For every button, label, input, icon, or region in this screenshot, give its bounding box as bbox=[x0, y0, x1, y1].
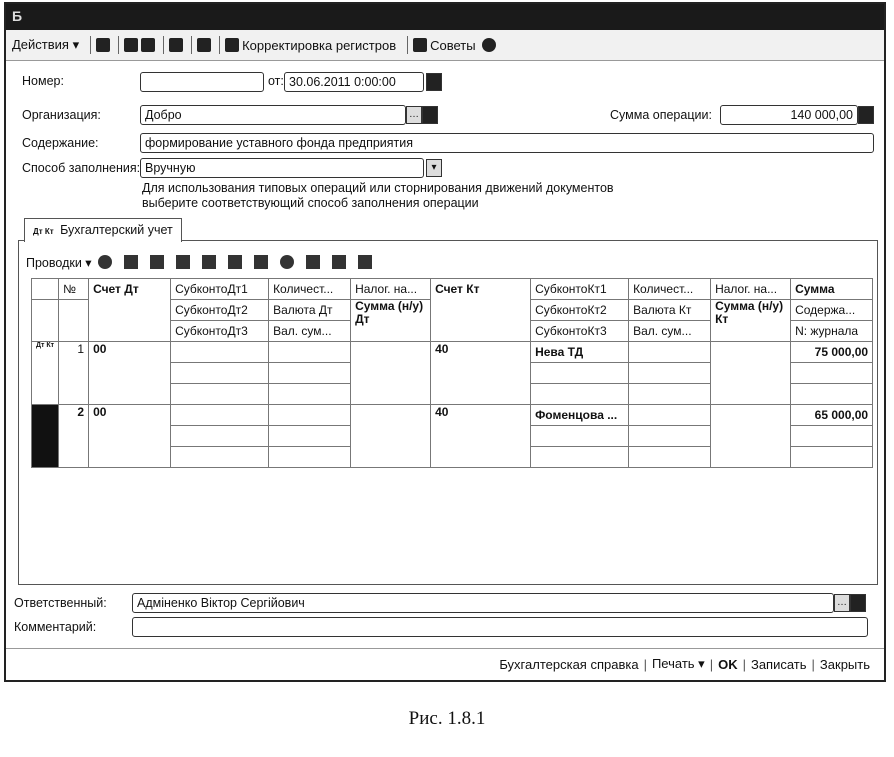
content-label: Содержание: bbox=[22, 136, 99, 150]
cell-cur-dt[interactable] bbox=[269, 426, 351, 447]
cell-qty-dt[interactable] bbox=[269, 405, 351, 426]
search-icon[interactable] bbox=[850, 594, 866, 612]
cell-journal[interactable] bbox=[791, 447, 873, 468]
cell-tax-dt[interactable] bbox=[351, 405, 431, 468]
footer-separator: | bbox=[742, 656, 746, 672]
reference-button[interactable]: Бухгалтерская справка bbox=[499, 656, 639, 672]
amount-label: Сумма операции: bbox=[610, 108, 712, 122]
cell-qty-kt[interactable] bbox=[629, 405, 711, 426]
cell-sub-kt3[interactable] bbox=[531, 447, 629, 468]
organization-field[interactable]: Добро bbox=[140, 105, 406, 125]
tips-button[interactable] bbox=[413, 38, 475, 53]
refresh-icon[interactable] bbox=[280, 255, 294, 269]
dt-kt-icon: Дт Кт bbox=[33, 227, 54, 236]
row-icon-header bbox=[32, 279, 59, 300]
cell-valsum-dt[interactable] bbox=[269, 384, 351, 405]
date-label: от: bbox=[268, 74, 284, 88]
cell-sub-dt1[interactable] bbox=[171, 405, 269, 426]
header-tax-kt[interactable]: Налог. на... bbox=[711, 279, 791, 300]
footer-separator: | bbox=[643, 656, 647, 672]
list-icon[interactable] bbox=[197, 38, 211, 52]
row-number: 1 bbox=[59, 342, 89, 405]
content-field[interactable]: формирование уставного фонда предприятия bbox=[140, 133, 874, 153]
cell-sub-kt2[interactable] bbox=[531, 426, 629, 447]
save-button[interactable]: Записать bbox=[750, 656, 807, 672]
header-num-blank bbox=[59, 300, 89, 342]
ok-button[interactable]: OK bbox=[718, 656, 738, 672]
copy-document-icon[interactable] bbox=[141, 38, 155, 52]
hint-line-2: выберите соответствующий способ заполнения операции bbox=[142, 196, 479, 210]
table-icon[interactable] bbox=[202, 255, 216, 269]
edit-icon[interactable] bbox=[150, 255, 164, 269]
print-icon[interactable] bbox=[169, 38, 183, 52]
tab-accounting[interactable] bbox=[24, 218, 182, 242]
cell-valsum-dt[interactable] bbox=[269, 447, 351, 468]
responsible-label: Ответственный: bbox=[14, 596, 107, 610]
postings-table bbox=[31, 278, 873, 468]
cell-sum[interactable]: 75 000,00 bbox=[791, 342, 873, 363]
header-row bbox=[32, 279, 873, 300]
header-contents[interactable]: Содержа... bbox=[791, 300, 873, 321]
header-sum-nu-kt[interactable]: Сумма (н/у) Кт bbox=[711, 300, 791, 342]
footer-separator: | bbox=[811, 656, 815, 672]
organization-label: Организация: bbox=[22, 108, 101, 122]
report-icon[interactable] bbox=[332, 255, 346, 269]
header-sub-kt3[interactable]: СубконтоКт3 bbox=[531, 321, 629, 342]
row-selection-marker bbox=[32, 405, 59, 468]
post-document-icon[interactable] bbox=[96, 38, 110, 52]
cell-cur-kt[interactable] bbox=[629, 363, 711, 384]
header-sub-kt2[interactable]: СубконтоКт2 bbox=[531, 300, 629, 321]
cell-sub-kt1[interactable]: Нева ТД bbox=[531, 342, 629, 363]
registers-icon bbox=[225, 38, 239, 52]
toolbar-separator bbox=[163, 36, 164, 54]
search-icon[interactable] bbox=[422, 106, 438, 124]
footer-separator: | bbox=[709, 656, 714, 672]
row-number: 2 bbox=[59, 405, 89, 468]
postings-toolbar bbox=[26, 252, 378, 272]
fill-method-label: Способ заполнения: bbox=[22, 161, 141, 175]
cell-sum[interactable]: 65 000,00 bbox=[791, 405, 873, 426]
save-icon[interactable] bbox=[124, 38, 138, 52]
header-sub-dt3[interactable]: СубконтоДт3 bbox=[171, 321, 269, 342]
settings-icon[interactable] bbox=[358, 255, 372, 269]
cell-acc-kt[interactable]: 40 bbox=[431, 342, 531, 405]
header-tax-dt[interactable]: Налог. на... bbox=[351, 279, 431, 300]
number-field[interactable] bbox=[140, 72, 264, 92]
cell-sub-dt3[interactable] bbox=[171, 384, 269, 405]
document-window bbox=[4, 2, 886, 682]
cell-sub-kt1[interactable]: Фоменцова ... bbox=[531, 405, 629, 426]
add-icon[interactable] bbox=[98, 255, 112, 269]
cell-journal[interactable] bbox=[791, 384, 873, 405]
cell-acc-kt[interactable]: 40 bbox=[431, 405, 531, 468]
select-button[interactable]: … bbox=[406, 106, 422, 124]
cell-sub-dt1[interactable] bbox=[171, 342, 269, 363]
cell-valsum-kt[interactable] bbox=[629, 384, 711, 405]
registers-correction-label: Корректировка регистров bbox=[242, 37, 397, 53]
header-cur-kt[interactable]: Валюта Кт bbox=[629, 300, 711, 321]
cell-sub-kt2[interactable] bbox=[531, 363, 629, 384]
cell-contents[interactable] bbox=[791, 363, 873, 384]
move-down-icon[interactable] bbox=[254, 255, 268, 269]
header-num[interactable]: № bbox=[59, 279, 89, 300]
cell-tax-kt[interactable] bbox=[711, 342, 791, 405]
cell-cur-kt[interactable] bbox=[629, 426, 711, 447]
close-button[interactable]: Закрыть bbox=[819, 656, 870, 672]
cell-valsum-kt[interactable] bbox=[629, 447, 711, 468]
comment-label: Комментарий: bbox=[14, 620, 97, 634]
cell-sub-kt3[interactable] bbox=[531, 384, 629, 405]
header-cur-dt[interactable]: Валюта Дт bbox=[269, 300, 351, 321]
header-qty-kt[interactable]: Количест... bbox=[629, 279, 711, 300]
header-sub-dt2[interactable]: СубконтоДт2 bbox=[171, 300, 269, 321]
toolbar-separator bbox=[191, 36, 192, 54]
main-toolbar bbox=[6, 30, 884, 61]
header-valsum-dt[interactable]: Вал. сум... bbox=[269, 321, 351, 342]
fill-method-select[interactable]: Вручную bbox=[140, 158, 424, 178]
filter-icon[interactable] bbox=[306, 255, 320, 269]
chevron-down-icon[interactable]: ▾ bbox=[426, 159, 442, 177]
cell-qty-kt[interactable] bbox=[629, 342, 711, 363]
tips-icon bbox=[413, 38, 427, 52]
cell-tax-dt[interactable] bbox=[351, 342, 431, 405]
toolbar-separator bbox=[90, 36, 91, 54]
toolbar-separator bbox=[118, 36, 119, 54]
calculator-icon[interactable] bbox=[858, 106, 874, 124]
header-valsum-kt[interactable]: Вал. сум... bbox=[629, 321, 711, 342]
number-label: Номер: bbox=[22, 74, 64, 88]
tips-label: Советы bbox=[430, 37, 476, 53]
header-sub-kt1[interactable]: СубконтоКт1 bbox=[531, 279, 629, 300]
toolbar-separator bbox=[407, 36, 408, 54]
dt-kt-icon: Дт Кт bbox=[32, 342, 59, 405]
table-row[interactable] bbox=[32, 405, 873, 426]
header-journal[interactable]: N: журнала bbox=[791, 321, 873, 342]
footer-divider bbox=[6, 648, 884, 649]
cell-acc-dt[interactable]: 00 bbox=[89, 405, 171, 468]
header-sum-nu-dt[interactable]: Сумма (н/у) Дт bbox=[351, 300, 431, 342]
figure-caption: Рис. 1.8.1 bbox=[408, 708, 486, 729]
header-acc-kt[interactable]: Счет Кт bbox=[431, 279, 531, 342]
cell-tax-kt[interactable] bbox=[711, 405, 791, 468]
calendar-icon[interactable] bbox=[426, 73, 442, 91]
registers-correction-button[interactable] bbox=[225, 38, 396, 53]
responsible-field[interactable]: Адміненко Віктор Сергійович bbox=[132, 593, 834, 613]
comment-field[interactable] bbox=[132, 617, 868, 637]
tab-accounting-label: Бухгалтерский учет bbox=[60, 223, 173, 237]
title-bar bbox=[6, 4, 884, 30]
footer-buttons bbox=[499, 656, 870, 672]
amount-field[interactable]: 140 000,00 bbox=[720, 105, 858, 125]
postings-menu[interactable]: Проводки ▾ bbox=[26, 255, 92, 270]
actions-menu[interactable]: Действия ▾ bbox=[12, 37, 80, 52]
cell-cur-dt[interactable] bbox=[269, 363, 351, 384]
select-button[interactable]: … bbox=[834, 594, 850, 612]
move-up-icon[interactable] bbox=[228, 255, 242, 269]
header-sum[interactable]: Сумма bbox=[791, 279, 873, 300]
delete-icon[interactable] bbox=[176, 255, 190, 269]
date-field[interactable]: 30.06.2011 0:00:00 bbox=[284, 72, 424, 92]
row-icon-header bbox=[32, 300, 59, 342]
help-icon[interactable] bbox=[482, 38, 496, 52]
header-acc-dt[interactable]: Счет Дт bbox=[89, 279, 171, 342]
cell-sub-dt2[interactable] bbox=[171, 426, 269, 447]
cell-sub-dt2[interactable] bbox=[171, 363, 269, 384]
cell-contents[interactable] bbox=[791, 426, 873, 447]
toolbar-separator bbox=[219, 36, 220, 54]
cell-acc-dt[interactable]: 00 bbox=[89, 342, 171, 405]
hint-line-1: Для использования типовых операций или сторнирования движений документов bbox=[142, 181, 614, 195]
header-qty-dt[interactable]: Количест... bbox=[269, 279, 351, 300]
print-button[interactable]: Печать ▾ bbox=[651, 656, 705, 671]
cell-sub-dt3[interactable] bbox=[171, 447, 269, 468]
table-row[interactable] bbox=[32, 342, 873, 363]
window-icon: Б bbox=[12, 8, 23, 24]
cell-qty-dt[interactable] bbox=[269, 342, 351, 363]
header-sub-dt1[interactable]: СубконтоДт1 bbox=[171, 279, 269, 300]
copy-icon[interactable] bbox=[124, 255, 138, 269]
